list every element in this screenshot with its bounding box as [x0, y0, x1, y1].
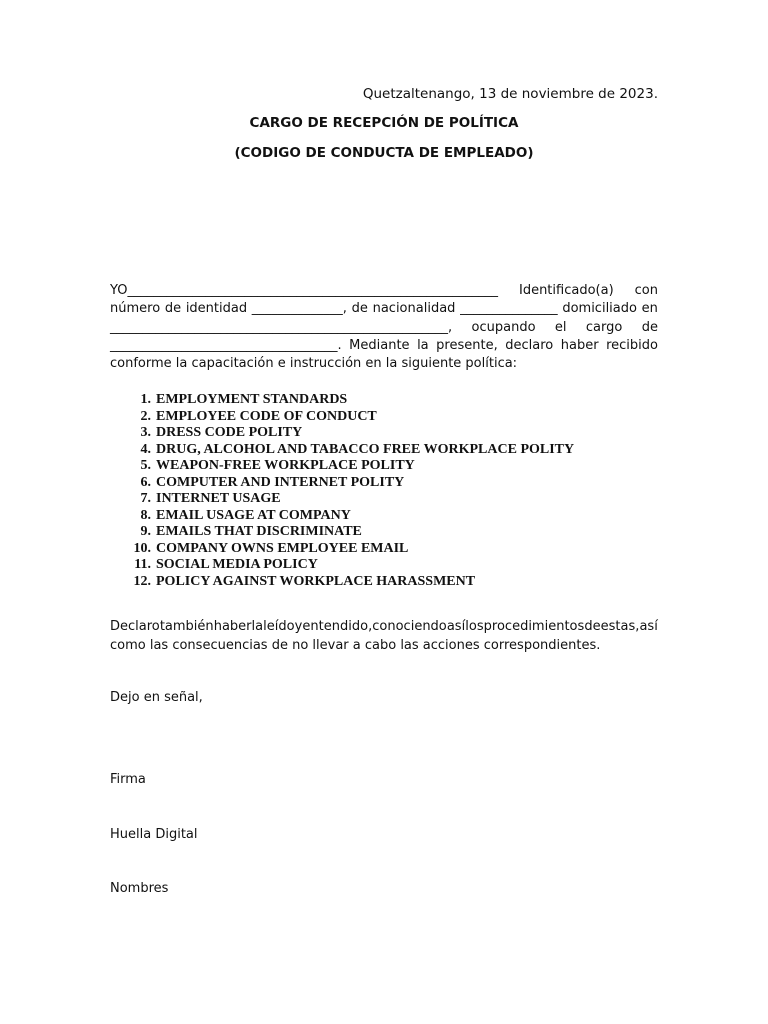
- fingerprint-label: Huella Digital: [110, 827, 198, 842]
- policy-item: [110, 491, 574, 508]
- closing-word: y: [294, 619, 303, 634]
- policy-label: EMAIL USAGE AT COMPANY: [156, 507, 351, 523]
- policy-item: [110, 557, 574, 574]
- policy-number: 3.: [140, 425, 151, 440]
- declaration-word: YO_________________________________________________________: [110, 283, 498, 298]
- policy-label: COMPANY OWNS EMPLOYEE EMAIL: [156, 540, 409, 556]
- policy-number: 5.: [140, 458, 151, 473]
- declaration-word: ocupando: [471, 319, 536, 335]
- declaration-word: ____________________________________________________,: [110, 319, 453, 335]
- declaration-line: [110, 337, 658, 355]
- declaration-word: en: [641, 301, 658, 317]
- policy-item: [110, 425, 574, 442]
- closing-word: conociendo: [372, 619, 447, 634]
- policy-number: 8.: [140, 507, 151, 523]
- declaration-line: [110, 282, 658, 300]
- policy-label: EMPLOYEE CODE OF CONDUCT: [156, 408, 377, 424]
- signature-label: Firma: [110, 772, 146, 787]
- declaration-word: declaro: [505, 337, 554, 353]
- declaration-word: número: [110, 301, 161, 317]
- policy-number: 1.: [140, 392, 151, 407]
- closing-word: leído: [263, 619, 295, 634]
- declaration-word: identidad: [185, 301, 248, 317]
- closing-word: así: [446, 619, 466, 634]
- declaration-word: recibido: [606, 337, 658, 353]
- declaration-word: domiciliado: [562, 301, 637, 317]
- closing-word: entendido,: [302, 619, 373, 634]
- closing-word: de: [584, 619, 601, 634]
- policy-number: 11.: [134, 557, 151, 572]
- declaration-word: nacionalidad: [372, 301, 456, 317]
- policy-number: 10.: [133, 540, 151, 556]
- policy-label: EMAILS THAT DISCRIMINATE: [156, 524, 362, 539]
- policy-number: 12.: [133, 573, 151, 589]
- declaration-word: Identificado(a): [518, 283, 614, 298]
- policy-number: 9.: [140, 524, 151, 539]
- policy-number: 7.: [140, 491, 151, 506]
- policy-number: 4.: [140, 441, 151, 457]
- declaration-word: haber: [560, 337, 599, 353]
- policy-label: INTERNET USAGE: [156, 491, 281, 506]
- policy-number: 2.: [140, 408, 151, 424]
- document-subtitle: (CODIGO DE CONDUCTA DE EMPLEADO): [234, 145, 534, 161]
- policy-item: [110, 458, 574, 475]
- policy-item: [110, 508, 574, 525]
- closing-word: Declaro: [110, 619, 160, 634]
- sign-off: Dejo en señal,: [110, 690, 203, 705]
- declaration-word: de: [641, 319, 658, 335]
- policy-item: [110, 524, 574, 541]
- declaration-word: el: [554, 319, 567, 335]
- policy-item: [110, 442, 574, 459]
- policy-item: [110, 574, 574, 591]
- policy-list: [110, 392, 574, 590]
- declaration-word: con: [634, 283, 658, 298]
- closing-paragraph: [110, 618, 658, 655]
- closing-line: [110, 618, 658, 637]
- closing-word: como las consecuencias de no llevar a cabo las acciones correspondientes.: [110, 637, 601, 653]
- document-title: CARGO DE RECEPCIÓN DE POLÍTICA: [249, 115, 519, 131]
- policy-label: SOCIAL MEDIA POLICY: [156, 557, 318, 572]
- declaration-line: [110, 319, 658, 337]
- closing-word: procedimientos: [483, 619, 585, 634]
- declaration-line: [110, 300, 658, 318]
- policy-item: [110, 392, 574, 409]
- closing-word: haberla: [213, 619, 264, 634]
- closing-word: los: [465, 619, 484, 634]
- closing-word: así: [639, 619, 658, 634]
- declaration-line: [110, 355, 658, 373]
- policy-label: WEAPON-FREE WORKPLACE POLITY: [156, 458, 415, 473]
- policy-number: 6.: [140, 474, 151, 490]
- declaration-word: la: [417, 337, 429, 353]
- closing-line: [110, 637, 658, 656]
- place-date: Quetzaltenango, 13 de noviembre de 2023.: [362, 86, 658, 102]
- policy-label: EMPLOYMENT STANDARDS: [156, 392, 348, 407]
- declaration-paragraph: [110, 282, 658, 373]
- policy-label: COMPUTER AND INTERNET POLITY: [156, 474, 405, 490]
- policy-label: DRESS CODE POLITY: [156, 425, 303, 440]
- declaration-word: conforme la capacitación e instrucción en la siguiente política:: [110, 356, 518, 372]
- declaration-word: presente,: [436, 337, 498, 353]
- closing-word: también: [159, 619, 214, 634]
- policy-label: POLICY AGAINST WORKPLACE HARASSMENT: [156, 573, 476, 589]
- names-label: Nombres: [110, 881, 169, 896]
- declaration-word: Mediante: [349, 337, 410, 353]
- policy-item: [110, 541, 574, 558]
- declaration-word: ___________________________________.: [110, 337, 342, 353]
- declaration-word: _______________: [460, 301, 558, 317]
- policy-item: [110, 475, 574, 492]
- declaration-word: de: [164, 301, 182, 317]
- declaration-word: de: [351, 301, 368, 317]
- policy-label: DRUG, ALCOHOL AND TABACCO FREE WORKPLACE POLITY: [156, 441, 575, 457]
- policy-item: [110, 409, 574, 426]
- declaration-word: cargo: [585, 319, 623, 335]
- declaration-word: ______________,: [251, 301, 347, 317]
- closing-word: estas,: [600, 619, 640, 634]
